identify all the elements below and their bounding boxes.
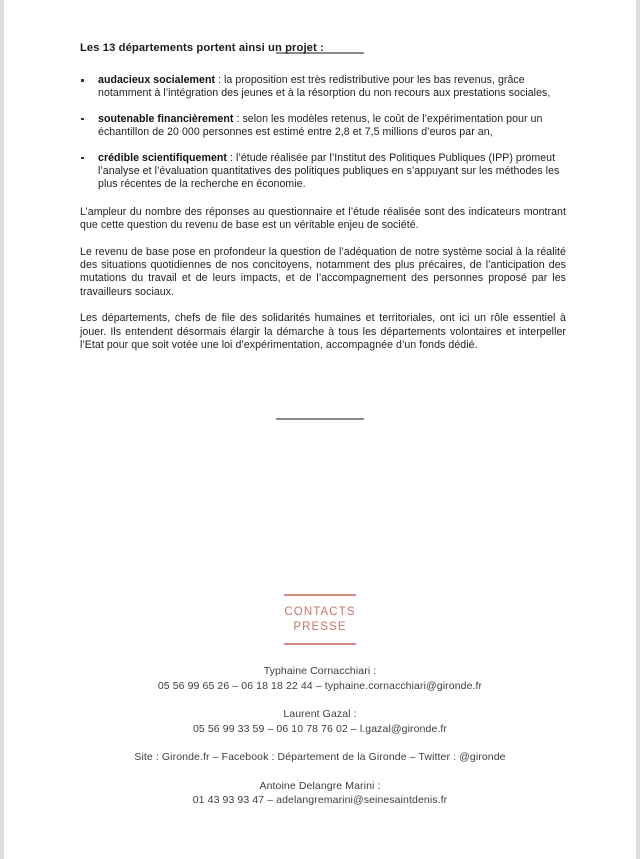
lead-heading: Les 13 départements portent ainsi un projet : xyxy=(80,42,324,54)
contact-entry xyxy=(0,664,640,693)
contact-name: Antoine Delangre Marini : xyxy=(259,779,381,792)
contacts-section xyxy=(0,594,640,808)
contacts-title-line1: CONTACTS xyxy=(284,606,356,618)
contacts-header xyxy=(0,594,640,645)
bullet-text: : l’étude réalisée par l’Institut des Politiques Publiques (IPP) promeut l’analyse et l’évaluation quantitatives des politiques publiques en s’appuyant sur les méthodes les plus récentes de la recherche en économie. xyxy=(98,151,560,191)
list-item xyxy=(80,152,566,192)
bullet-text: : la proposition est très redistributive pour les bas revenus, grâce notamment à l’intégration des jeunes et à la résorption du non recours aux prestations sociales, xyxy=(98,74,551,100)
bullet-icon xyxy=(81,118,84,121)
mid-divider-wrap xyxy=(0,418,640,420)
contact-detail[interactable]: 05 56 99 65 26 – 06 18 18 22 44 – typhaine.cornacchiari@gironde.fr xyxy=(157,679,483,692)
bullet-icon xyxy=(81,157,84,160)
bullet-icon xyxy=(81,79,84,82)
paragraph: Le revenu de base pose en profondeur la question de l’adéquation de notre système social à la réalité des situations quotidiennes de nos concitoyens, notamment des plus précaires, de l’anticipation des mutations du travail et de leurs impacts, et de l’accompagnement des personnes proposé par les travailleurs sociaux. xyxy=(80,245,566,298)
bullet-term: audacieux socialement xyxy=(98,74,216,86)
contacts-title-line2: PRESSE xyxy=(293,621,347,633)
project-criteria-list xyxy=(80,74,566,192)
paragraph: Les départements, chefs de file des solidarités humaines et territoriales, ont ici un rôle essentiel à jouer. Ils entendent désormais élargir la démarche à tous les départements volontaires et interpeller l’Etat pour que soit votée une loi d’expérimentation, accompagnée d’un fonds dédié. xyxy=(80,312,566,352)
list-item xyxy=(80,74,566,101)
contact-entry xyxy=(0,779,640,808)
mid-divider-rule xyxy=(276,418,364,420)
contact-detail[interactable]: 05 56 99 33 59 – 06 10 78 76 02 – l.gazal@gironde.fr xyxy=(192,722,448,735)
bullet-term: soutenable financièrement xyxy=(98,112,234,125)
contact-detail[interactable]: 01 43 93 93 47 – adelangremarini@seinesaintdenis.fr xyxy=(192,794,448,806)
contact-entry xyxy=(0,707,640,736)
bullet-text: : selon les modèles retenus, le coût de l’expérimentation pour un échantillon de 20 000 personnes est estimé entre 2,8 et 7,5 millions d’euros par an, xyxy=(98,112,543,139)
contact-name: Typhaine Cornacchiari : xyxy=(263,665,377,677)
bullet-term: crédible scientifiquement xyxy=(98,151,227,164)
social-links-line[interactable]: Site : Gironde.fr – Facebook : Département de la Gironde – Twitter : @gironde xyxy=(134,751,506,763)
list-item xyxy=(80,113,566,140)
document-content xyxy=(80,0,566,353)
paragraph: L’ampleur du nombre des réponses au questionnaire et l’étude réalisée sont des indicateurs montrant que cette question du revenu de base est un véritable enjeu de société. xyxy=(80,205,566,232)
contact-name: Laurent Gazal : xyxy=(283,708,357,720)
